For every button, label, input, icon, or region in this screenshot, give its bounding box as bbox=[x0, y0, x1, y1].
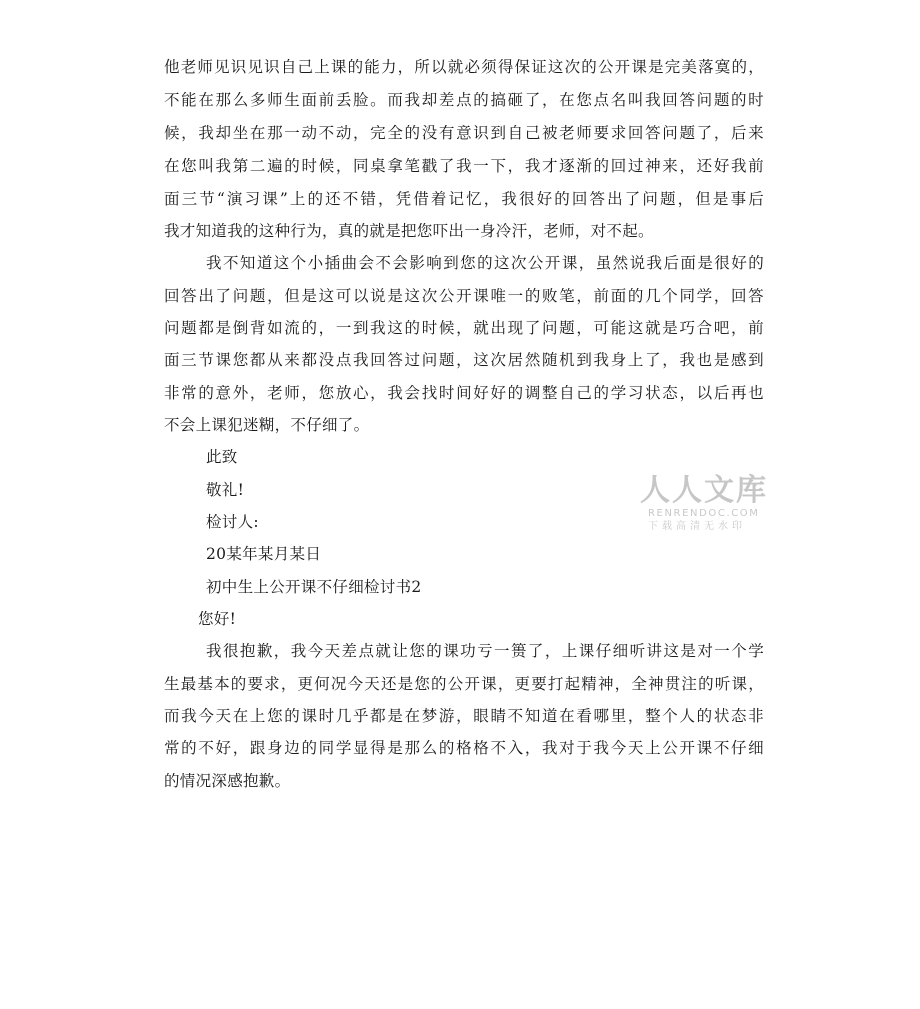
body-line: 生最基本的要求，更何况今天还是您的公开课，更要打起精神，全神贯注的听课， bbox=[164, 675, 764, 693]
body-line: 候，我却坐在那一动不动，完全的没有意识到自己被老师要求回答问题了，后来 bbox=[164, 124, 764, 142]
body-line: 非常的意外，老师，您放心，我会找时间好好的调整自己的学习状态，以后再也 bbox=[164, 384, 764, 402]
body-line: 在您叫我第二遍的时候，同桌拿笔戳了我一下，我才逐渐的回过神来，还好我前 bbox=[164, 157, 764, 175]
body-line: 面三节课您都从来都没点我回答过问题，这次居然随机到我身上了，我也是感到 bbox=[164, 351, 764, 369]
watermark-logo bbox=[640, 474, 780, 533]
closing-regards: 敬礼! bbox=[206, 481, 245, 499]
date-line: 20某年某月某日 bbox=[206, 545, 322, 563]
watermark-tagline: 下载高清无水印 bbox=[648, 521, 746, 532]
body-line: 我不知道这个小插曲会不会影响到您的这次公开课，虽然说我后面是很好的 bbox=[206, 254, 764, 272]
signatory-label: 检讨人: bbox=[206, 513, 259, 531]
body-line: 面三节“演习课”上的还不错，凭借着记忆，我很好的回答出了问题，但是事后 bbox=[164, 190, 764, 208]
body-line: 他老师见识见识自己上课的能力，所以就必须得保证这次的公开课是完美落寞的， bbox=[164, 58, 764, 76]
body-line: 问题都是倒背如流的，一到我这的时候，就出现了问题，可能这就是巧合吧，前 bbox=[164, 319, 764, 337]
body-line: 的情况深感抱歉。 bbox=[164, 772, 291, 790]
body-line: 不能在那么多师生面前丢脸。而我却差点的搞砸了，在您点名叫我回答问题的时 bbox=[164, 91, 764, 109]
body-line: 回答出了问题，但是这可以说是这次公开课唯一的败笔，前面的几个同学，回答 bbox=[164, 287, 764, 305]
watermark-domain: RENRENDOC.COM bbox=[648, 508, 760, 519]
body-line: 我才知道我的这种行为，真的就是把您吓出一身冷汗，老师，对不起。 bbox=[164, 222, 654, 240]
greeting: 您好! bbox=[198, 610, 237, 628]
closing-salutation: 此致 bbox=[206, 448, 238, 466]
watermark-name: 人人文库 bbox=[640, 473, 768, 508]
body-line: 常的不好，跟身边的同学显得是那么的格格不入，我对于我今天上公开课不仔细 bbox=[164, 739, 764, 757]
body-line: 我很抱歉，我今天差点就让您的课功亏一篑了，上课仔细听讲这是对一个学 bbox=[206, 642, 764, 660]
body-line: 而我今天在上您的课时几乎都是在梦游，眼睛不知道在看哪里，整个人的状态非 bbox=[164, 707, 764, 725]
body-line: 不会上课犯迷糊，不仔细了。 bbox=[164, 416, 370, 434]
section-title: 初中生上公开课不仔细检讨书2 bbox=[206, 578, 422, 596]
